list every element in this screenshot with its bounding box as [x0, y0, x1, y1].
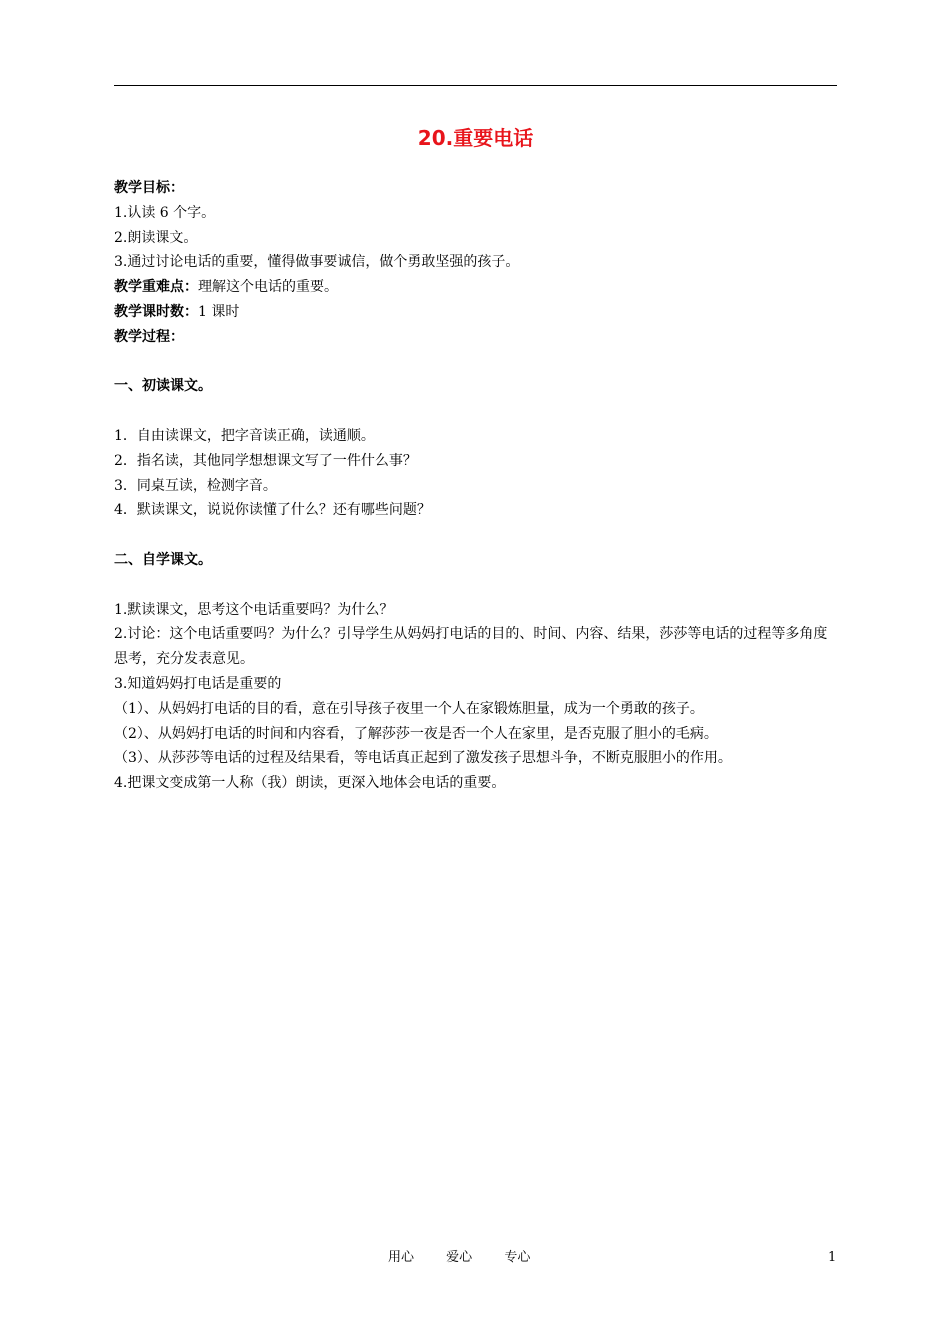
section2-subitem: （3）、从莎莎等电话的过程及结果看，等电话真正起到了激发孩子思想斗争，不断克服胆小的作用。	[114, 750, 732, 767]
difficulty-row	[114, 275, 844, 300]
document-body	[114, 176, 844, 796]
hours-label: 教学课时数：	[114, 303, 198, 320]
section2-subitem: （2）、从妈妈打电话的时间和内容看，了解莎莎一夜是否一个人在家里，是否克服了胆小的毛病。	[114, 725, 718, 742]
objective-item: 3.通过讨论电话的重要，懂得做事要诚信，做个勇敢坚强的孩子。	[114, 254, 520, 271]
page-footer	[0, 1248, 950, 1268]
objective-item: 1.认读 6 个字。	[114, 204, 216, 221]
process-heading: 教学过程：	[114, 328, 184, 345]
difficulty-label: 教学重难点：	[114, 279, 198, 296]
section2-item: 1.默读课文，思考这个电话重要吗？为什么？	[114, 601, 394, 618]
section1-item: 4．默读课文，说说你读懂了什么？还有哪些问题？	[114, 502, 431, 519]
section1-item: 1．自由读课文，把字音读正确，读通顺。	[114, 427, 375, 444]
section1-item: 2．指名读，其他同学想想课文写了一件什么事？	[114, 452, 417, 469]
hours-value: 1 课时	[198, 303, 240, 320]
footer-word: 用心	[388, 1250, 415, 1265]
objectives-heading: 教学目标：	[114, 180, 184, 196]
footer-word: 专心	[504, 1250, 531, 1265]
header-rule	[114, 85, 837, 86]
section2-item: 3.知道妈妈打电话是重要的	[114, 675, 282, 692]
footer-motto	[388, 1248, 530, 1268]
document-title: 20.重要电话	[417, 126, 534, 150]
page-number: 1	[828, 1250, 837, 1265]
section2-item: 2.讨论：这个电话重要吗？为什么？引导学生从妈妈打电话的目的、时间、内容、结果，莎莎等电话的过程等多角度思考，充分发表意见。	[114, 626, 828, 668]
hours-row	[114, 300, 844, 325]
objective-item: 2.朗读课文。	[114, 229, 198, 246]
section2-subitem: （1）、从妈妈打电话的目的看，意在引导孩子夜里一个人在家锻炼胆量，成为一个勇敢的孩子。	[114, 700, 704, 717]
section1-heading: 一、初读课文。	[114, 378, 212, 395]
section1-item: 3．同桌互读，检测字音。	[114, 477, 277, 494]
difficulty-value: 理解这个电话的重要。	[198, 279, 338, 296]
footer-word: 爱心	[446, 1250, 473, 1265]
section2-item: 4.把课文变成第一人称（我）朗读，更深入地体会电话的重要。	[114, 775, 506, 792]
section2-heading: 二、自学课文。	[114, 551, 212, 568]
